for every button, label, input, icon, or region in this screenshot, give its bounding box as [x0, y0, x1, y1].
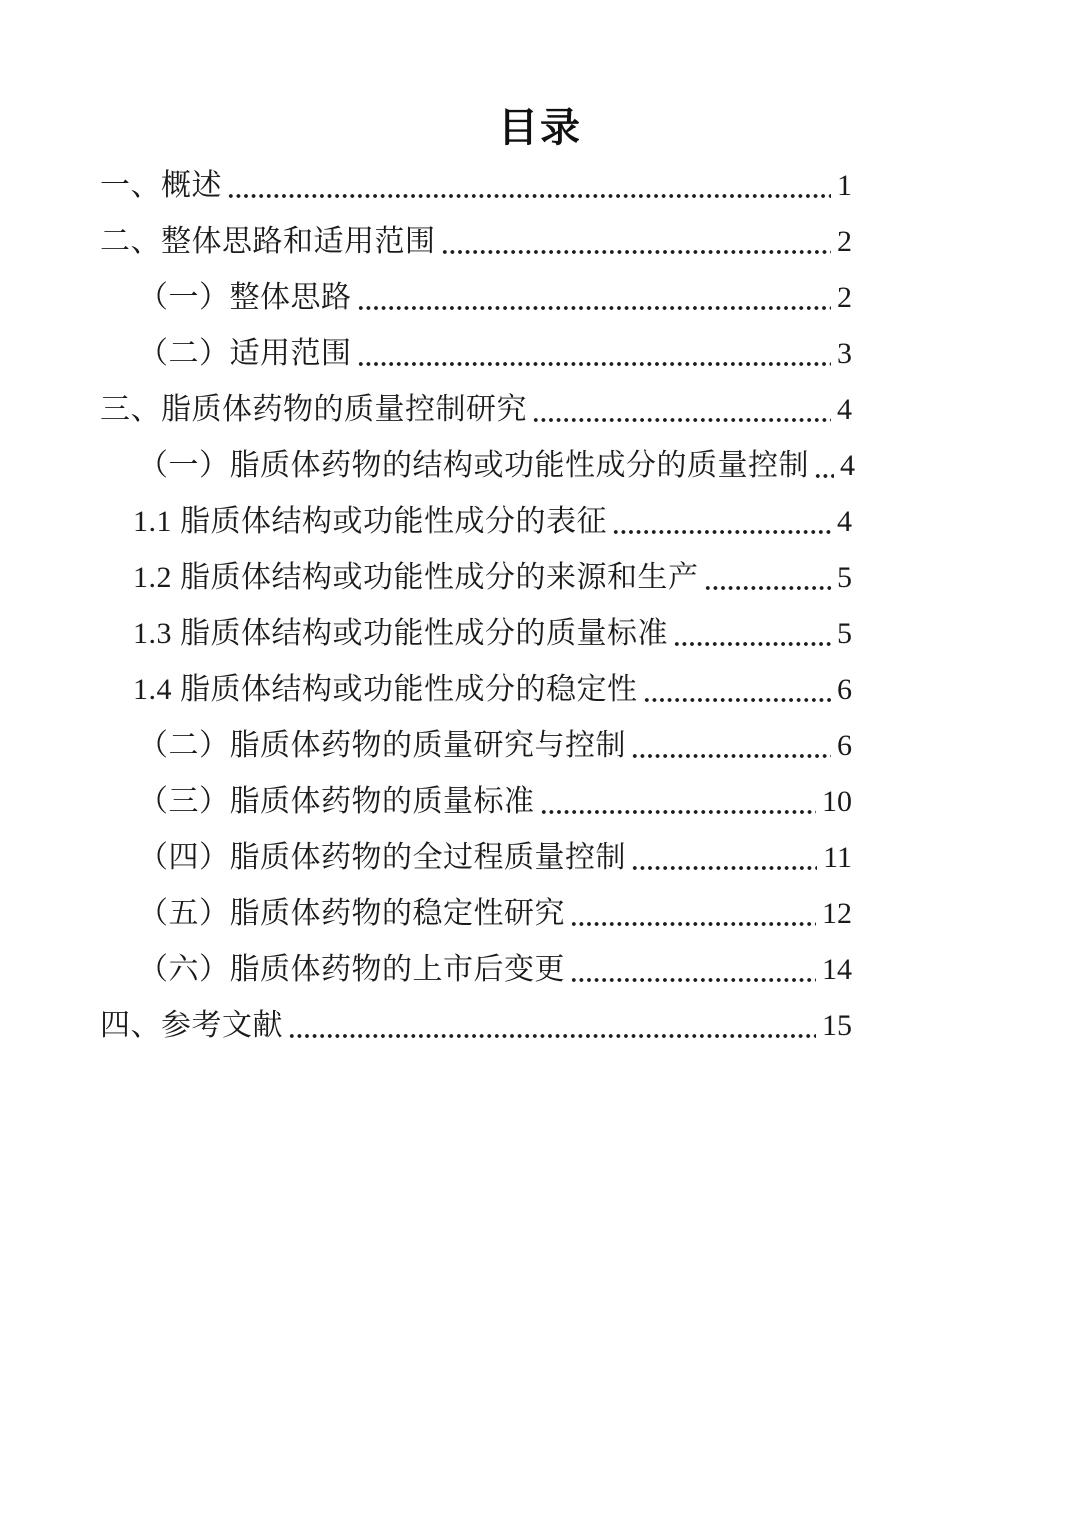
toc-page-number: 3: [837, 337, 852, 370]
toc-leader-dots: [643, 662, 832, 718]
toc-item[interactable]: [100, 774, 852, 830]
toc-item-label: 1.2 脂质体结构或功能性成分的来源和生产: [133, 561, 699, 594]
toc-item[interactable]: [100, 550, 852, 606]
toc-leader-dots: [673, 606, 831, 662]
toc-item-label: 四、参考文献: [100, 1009, 283, 1042]
toc-page-number: 6: [837, 673, 852, 706]
toc-leader-dots: [441, 214, 832, 270]
toc-leader-dots: [357, 270, 832, 326]
toc-item-label: （二）脂质体药物的质量研究与控制: [138, 729, 626, 762]
toc-item[interactable]: [100, 326, 852, 382]
toc-page-number: 12: [822, 897, 852, 930]
toc-list: [100, 158, 855, 1054]
toc-leader-dots: [540, 774, 817, 830]
toc-item[interactable]: [100, 382, 852, 438]
toc-item[interactable]: [100, 438, 855, 494]
toc-leader-dots: [288, 998, 816, 1054]
toc-page-number: 5: [837, 617, 852, 650]
toc-page-number: 10: [822, 785, 852, 818]
toc-item-label: （一）整体思路: [138, 281, 352, 314]
toc-item-label: 1.3 脂质体结构或功能性成分的质量标准: [133, 617, 668, 650]
toc-page-number: 14: [822, 953, 852, 986]
toc-item[interactable]: [100, 718, 852, 774]
toc-item[interactable]: [100, 158, 852, 214]
toc-page-number: 15: [822, 1009, 852, 1042]
toc-page-number: 1: [837, 169, 852, 202]
toc-leader-dots: [704, 550, 832, 606]
toc-item-label: 1.1 脂质体结构或功能性成分的表征: [133, 505, 607, 538]
toc-page-number: 5: [837, 561, 852, 594]
toc-page-number: 11: [823, 841, 852, 874]
toc-item-label: （四）脂质体药物的全过程质量控制: [138, 841, 626, 874]
toc-item-label: （六）脂质体药物的上市后变更: [138, 953, 565, 986]
toc-item-label: 一、概述: [100, 169, 222, 202]
toc-leader-dots: [227, 158, 831, 214]
toc-item[interactable]: [100, 494, 852, 550]
toc-page-number: 2: [837, 281, 852, 314]
toc-item-label: （五）脂质体药物的稳定性研究: [138, 897, 565, 930]
toc-item[interactable]: [100, 886, 852, 942]
toc-leader-dots: [570, 886, 816, 942]
toc-item[interactable]: [100, 830, 852, 886]
toc-leader-dots: [814, 438, 834, 494]
toc-item-label: （二）适用范围: [138, 337, 352, 370]
toc-page-number: 4: [840, 449, 855, 482]
toc-item-label: （一）脂质体药物的结构或功能性成分的质量控制: [138, 449, 809, 482]
toc-item[interactable]: [100, 662, 852, 718]
toc-item[interactable]: [100, 606, 852, 662]
toc-page-number: 4: [837, 505, 852, 538]
toc-item-label: 三、脂质体药物的质量控制研究: [100, 393, 527, 426]
toc-page-number: 6: [837, 729, 852, 762]
toc-page-number: 4: [837, 393, 852, 426]
toc-item[interactable]: [100, 214, 852, 270]
toc-item[interactable]: [100, 270, 852, 326]
toc-leader-dots: [357, 326, 832, 382]
toc-item[interactable]: [100, 942, 852, 998]
toc-leader-dots: [612, 494, 831, 550]
page-title: 目录: [498, 105, 582, 150]
toc-leader-dots: [631, 830, 817, 886]
toc-item-label: 二、整体思路和适用范围: [100, 225, 436, 258]
toc-item-label: 1.4 脂质体结构或功能性成分的稳定性: [133, 673, 638, 706]
toc-leader-dots: [570, 942, 816, 998]
toc-item-label: （三）脂质体药物的质量标准: [138, 785, 535, 818]
toc-page-number: 2: [837, 225, 852, 258]
toc-leader-dots: [631, 718, 831, 774]
toc-leader-dots: [532, 382, 831, 438]
toc-item[interactable]: [100, 998, 852, 1054]
